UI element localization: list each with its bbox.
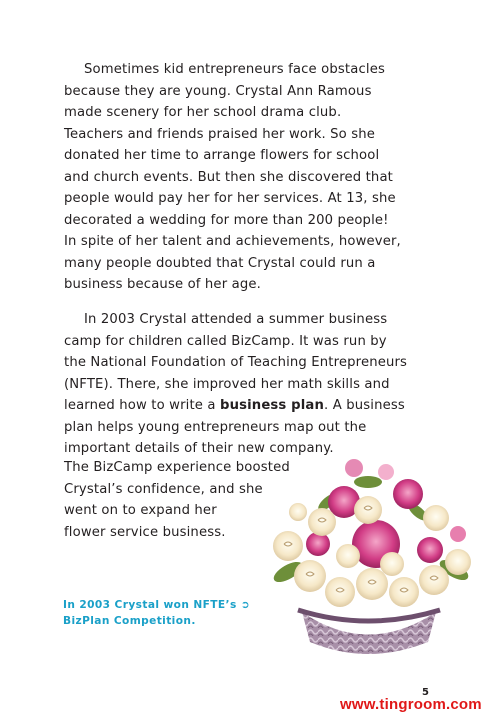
text-line: flower service business. (64, 524, 226, 540)
text-fragment: learned how to write a (64, 398, 220, 413)
flower-basket-image (258, 452, 476, 660)
text-line: Teachers and friends praised her work. So she (64, 126, 376, 142)
text-line: camp for children called BizCamp. It was run by (64, 333, 387, 349)
paragraph-2 (64, 309, 408, 460)
text-line: important details of their new company. (64, 441, 334, 456)
text-line: The BizCamp experience boosted (64, 460, 290, 475)
text-line: Sometimes kid entrepreneurs face obstacles (84, 62, 385, 77)
glossary-term-business-plan: business plan (220, 398, 325, 413)
text-line: In spite of her talent and achievements, however, (64, 234, 401, 249)
caption-line-1 (63, 597, 263, 613)
text-line: plan helps young entrepreneurs map out the (64, 419, 367, 435)
text-line: the National Foundation of Teaching Entrepreneurs (64, 355, 408, 370)
text-line: because they are young. Crystal Ann Ramous (64, 83, 372, 99)
arrow-right-icon: ➲ (240, 599, 250, 611)
text-line: donated her time to arrange flowers for school (64, 148, 380, 163)
text-line: business because of her age. (64, 277, 261, 292)
text-line: and church events. But then she discovered that (64, 169, 393, 185)
text-fragment: . A business (324, 398, 405, 413)
text-line: Crystal’s confidence, and she (64, 481, 263, 497)
text-line: many people doubted that Crystal could run a (64, 255, 376, 271)
watermark-link[interactable]: www.tingroom.com (340, 696, 482, 713)
caption-line-2: BizPlan Competition. (63, 615, 196, 627)
text-line: decorated a wedding for more than 200 people! (64, 212, 389, 228)
text-line: made scenery for her school drama club. (64, 105, 342, 120)
text-line: went on to expand her (64, 503, 217, 518)
caption-text: In 2003 Crystal won NFTE’s (63, 599, 237, 611)
text-line: people would pay her for her services. At 13, she (64, 191, 396, 206)
text-line-with-term (64, 395, 404, 417)
photo-caption (63, 597, 263, 629)
paragraph-1 (64, 59, 404, 296)
text-line: (NFTE). There, she improved her math skills and (64, 376, 390, 392)
page-number: 5 (422, 687, 429, 698)
text-line: In 2003 Crystal attended a summer business (84, 312, 388, 327)
